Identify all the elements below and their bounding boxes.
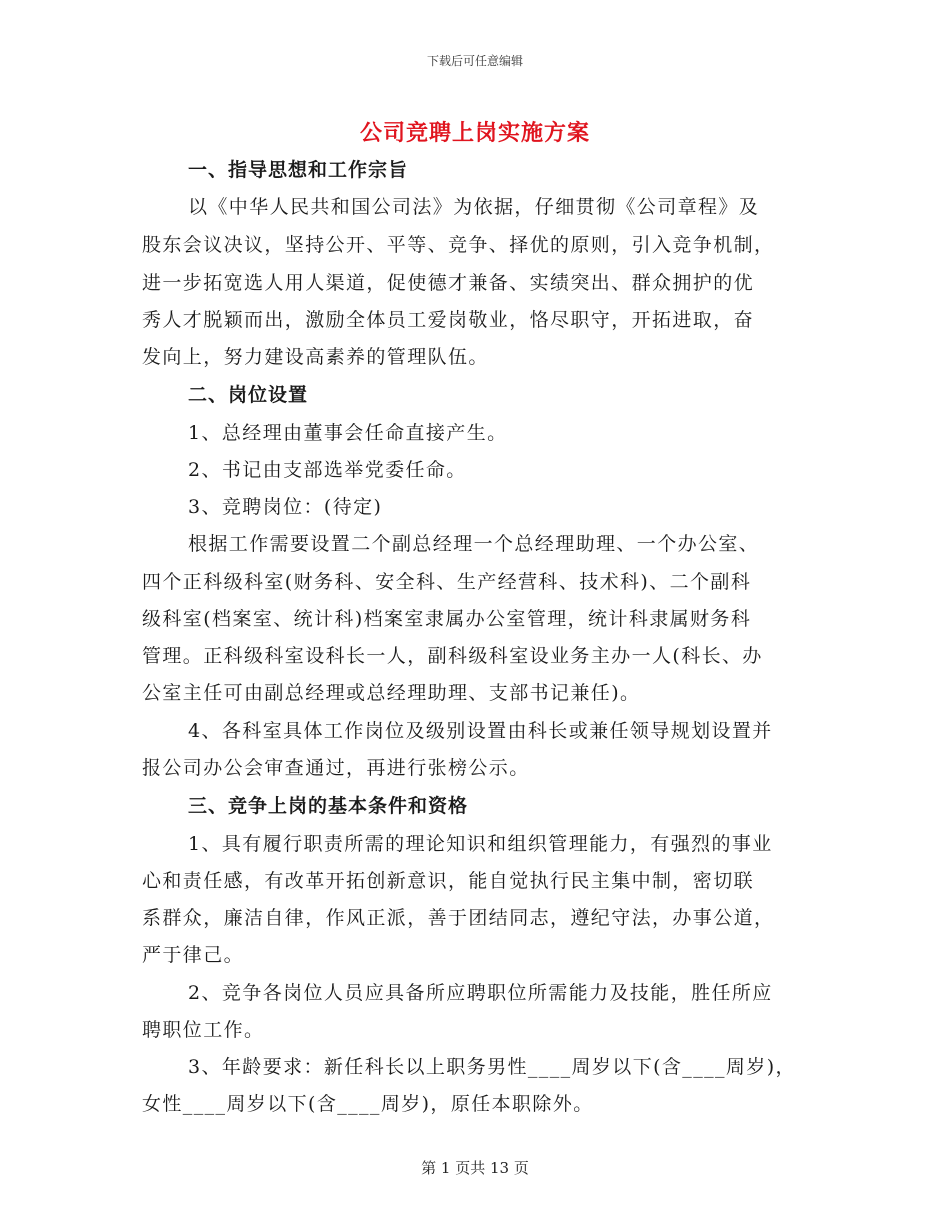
- paragraph-line: 根据工作需要设置二个副总经理一个总经理助理、一个办公室、: [188, 533, 760, 555]
- paragraph-line: 系群众，廉洁自律，作风正派，善于团结同志，遵纪守法，办事公道，: [142, 907, 775, 929]
- paragraph-line: 四个正科级科室(财务科、安全科、生产经营科、技术科)、二个副科: [142, 571, 752, 593]
- paragraph-line: 股东会议决议，坚持公开、平等、竞争、择优的原则，引入竞争机制，: [142, 234, 775, 256]
- paragraph-line: 以《中华人民共和国公司法》为依据，仔细贯彻《公司章程》及: [188, 196, 760, 218]
- paragraph-line: 发向上，努力建设高素养的管理队伍。: [142, 346, 489, 368]
- paragraph-line: 公室主任可由副总经理或总经理助理、支部书记兼任)。: [142, 682, 641, 704]
- paragraph-line: 4、各科室具体工作岗位及级别设置由科长或兼任领导规划设置并: [188, 720, 773, 742]
- header-note: 下载后可任意编辑: [426, 54, 523, 68]
- paragraph-line: 女性____周岁以下(含____周岁)，原任本职除外。: [142, 1093, 594, 1115]
- paragraph-line: 报公司办公会审查通过，再进行张榜公示。: [142, 757, 530, 779]
- paragraph-line: 3、年龄要求：新任科长以上职务男性____周岁以下(含____周岁)，: [188, 1056, 796, 1078]
- paragraph-line: 秀人才脱颖而出，激励全体员工爱岗敬业，恪尽职守，开拓进取，奋: [142, 309, 755, 331]
- paragraph-line: 进一步拓宽选人用人渠道，促使德才兼备、实绩突出、群众拥护的优: [142, 272, 755, 294]
- section-heading: 二、岗位设置: [188, 384, 309, 406]
- paragraph-line: 2、书记由支部选举党委任命。: [188, 459, 467, 481]
- paragraph-line: 级科室(档案室、统计科)档案室隶属办公室管理，统计科隶属财务科: [142, 608, 752, 630]
- page-footer: 第 1 页共 13 页: [421, 1159, 529, 1177]
- paragraph-line: 严于律己。: [142, 944, 245, 966]
- paragraph-line: 管理。正科级科室设科长一人，副科级科室设业务主办一人(科长、办: [142, 645, 763, 667]
- paragraph-line: 心和责任感，有改革开拓创新意识，能自觉执行民主集中制，密切联: [142, 870, 755, 892]
- section-heading: 一、指导思想和工作宗旨: [188, 159, 409, 181]
- paragraph-line: 2、竞争各岗位人员应具备所应聘职位所需能力及技能，胜任所应: [188, 982, 773, 1004]
- paragraph-line: 1、总经理由董事会任命直接产生。: [188, 422, 508, 444]
- paragraph-line: 聘职位工作。: [142, 1019, 265, 1041]
- document-title: 公司竞聘上岗实施方案: [359, 120, 590, 146]
- section-heading: 三、竞争上岗的基本条件和资格: [188, 795, 469, 817]
- paragraph-line: 3、竞聘岗位：(待定): [188, 496, 383, 518]
- paragraph-line: 1、具有履行职责所需的理论知识和组织管理能力，有强烈的事业: [188, 833, 773, 855]
